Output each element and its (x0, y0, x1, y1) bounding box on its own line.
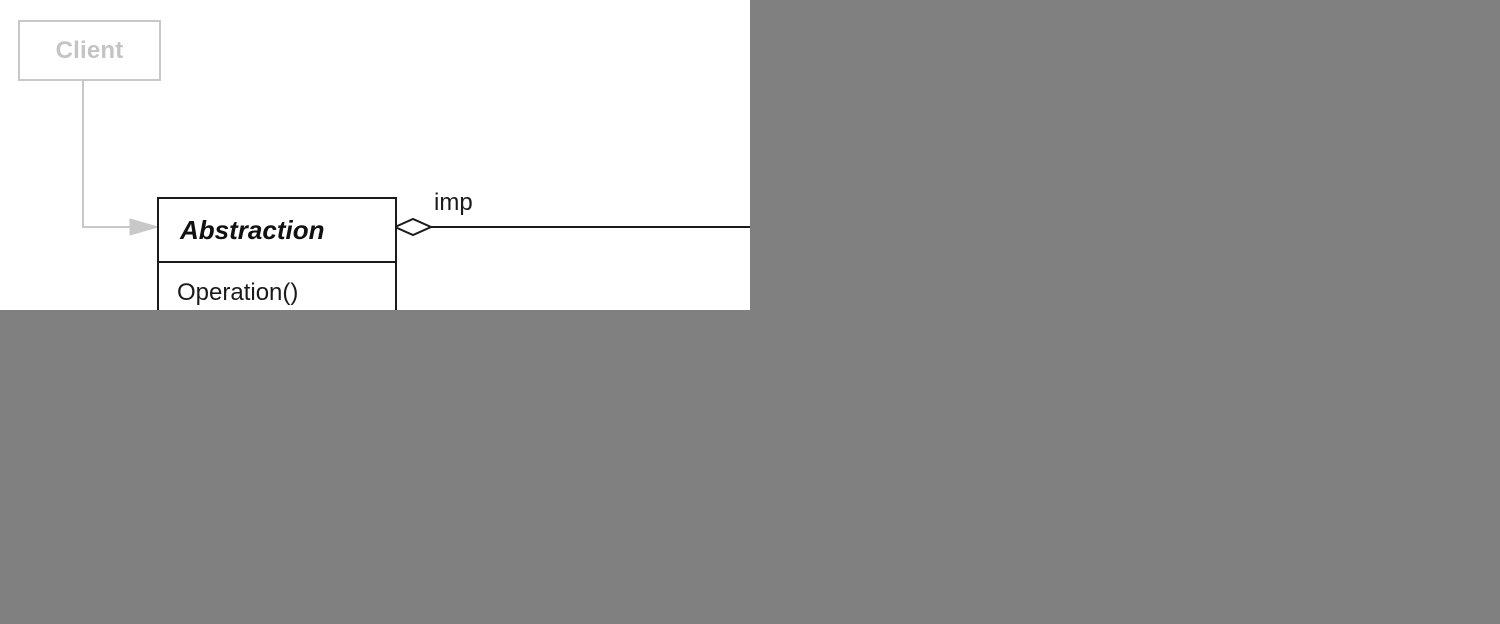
client-dependency-arrowhead (130, 219, 158, 235)
imp-role-label: imp (434, 189, 473, 216)
aggregation-diamond-icon (395, 219, 431, 235)
client-class-name: Client (55, 36, 124, 64)
client-dependency-line (83, 79, 140, 227)
abstraction-class[interactable] (157, 197, 397, 310)
abstraction-operations-section (159, 263, 395, 310)
client-class[interactable] (18, 20, 161, 81)
abstraction-class-name: Abstraction (180, 214, 325, 245)
operation-method: Operation() (177, 279, 299, 306)
diagram-canvas (0, 0, 750, 310)
abstraction-name-section (159, 199, 395, 263)
